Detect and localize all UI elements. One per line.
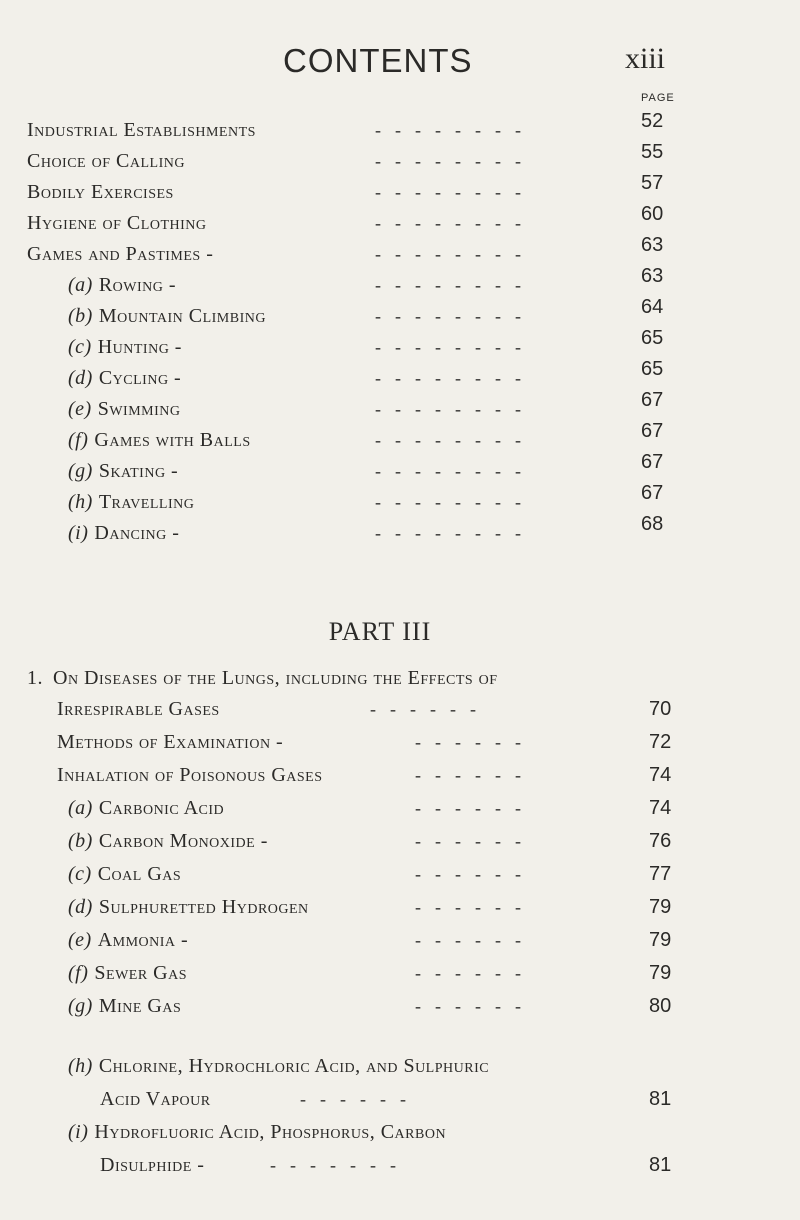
dot-leader: ------ <box>415 930 535 950</box>
toc-entry-i-line2: Disulphide - <box>100 1154 205 1176</box>
entry-title: Games and Pastimes - <box>27 243 214 265</box>
running-title: CONTENTS <box>283 42 473 79</box>
dot-leader: ------ <box>415 798 535 818</box>
dot-leader: ------ <box>415 732 535 752</box>
chapter-title-line1 <box>27 663 498 693</box>
entry-letter: (h) <box>68 1055 93 1077</box>
toc-entry <box>68 859 181 889</box>
entry-page-number: 67 <box>641 389 664 411</box>
toc-entry-h-line2: Acid Vapour <box>100 1088 211 1110</box>
toc-entry <box>27 177 174 207</box>
page-column-label: PAGE <box>641 92 675 104</box>
toc-entry <box>68 892 309 922</box>
toc-entry <box>68 925 188 955</box>
running-head <box>0 42 800 82</box>
entry-page-number: 67 <box>641 451 664 473</box>
entry-title: Sulphuretted Hydrogen <box>98 896 309 918</box>
chapter-title-text: On Diseases of the Lungs, including the Effects of <box>53 667 498 689</box>
entry-title: Sewer Gas <box>94 962 188 984</box>
entry-letter: (i) <box>68 522 89 544</box>
page-folio: xiii <box>625 42 666 75</box>
dot-leader: -------- <box>375 244 535 264</box>
entry-page-number: 52 <box>641 110 664 132</box>
entry-title: Coal Gas <box>97 863 182 885</box>
entry-letter: (f) <box>68 962 89 984</box>
entry-letter: (g) <box>68 460 93 482</box>
entry-page-number: 74 <box>649 764 672 786</box>
entry-letter: (c) <box>68 863 92 885</box>
dot-leader: -------- <box>375 399 535 419</box>
entry-page-number: 79 <box>649 962 672 984</box>
dot-leader: -------- <box>375 151 535 171</box>
toc-entry <box>27 146 185 176</box>
entry-page-number: 70 <box>649 698 672 720</box>
entry-title: Games with Balls <box>94 429 251 451</box>
dot-leader: ------ <box>415 996 535 1016</box>
entry-page-number: 67 <box>641 482 664 504</box>
toc-entry <box>57 727 283 757</box>
entry-page-number: 79 <box>649 896 672 918</box>
dot-leader: -------- <box>375 461 535 481</box>
part-heading: PART III <box>328 617 432 646</box>
toc-entry <box>68 991 181 1021</box>
entry-letter: (f) <box>68 429 89 451</box>
entry-page-number: 55 <box>641 141 664 163</box>
dot-leader: -------- <box>375 492 535 512</box>
entry-title: Rowing - <box>98 274 177 296</box>
entry-title: Dancing - <box>94 522 180 544</box>
entry-page-number: 63 <box>641 234 664 256</box>
toc-entry <box>68 394 180 424</box>
toc-entry-i-line1 <box>68 1117 446 1147</box>
entry-letter: (d) <box>68 896 93 918</box>
entry-title: Bodily Exercises <box>27 181 174 203</box>
entry-title: Travelling <box>98 491 195 513</box>
entry-letter: (a) <box>68 274 93 296</box>
entry-title: Inhalation of Poisonous Gases <box>57 764 323 786</box>
entry-letter: (e) <box>68 929 92 951</box>
dot-leader: -------- <box>375 275 535 295</box>
entry-letter: (b) <box>68 830 93 852</box>
dot-leader: -------- <box>375 213 535 233</box>
toc-entry <box>68 793 224 823</box>
entry-letter: (i) <box>68 1121 89 1143</box>
entry-page-number: 64 <box>641 296 664 318</box>
entry-letter: (e) <box>68 398 92 420</box>
toc-entry <box>57 760 323 790</box>
chapter-number: 1. <box>27 667 43 689</box>
toc-entry-h-line1 <box>68 1051 489 1081</box>
dot-leader: -------- <box>375 523 535 543</box>
entry-title: Cycling - <box>98 367 182 389</box>
entry-page-number: 80 <box>649 995 672 1017</box>
dot-leader: -------- <box>375 306 535 326</box>
entry-page-number: 77 <box>649 863 672 885</box>
dot-leader: -------- <box>375 368 535 388</box>
dot-leader: -------- <box>375 120 535 140</box>
dot-leader: ------ <box>415 897 535 917</box>
entry-letter: (g) <box>68 995 93 1017</box>
entry-title: Swimming <box>97 398 181 420</box>
entry-title: Chlorine, Hydrochloric Acid, and Sulphuric <box>98 1055 490 1077</box>
dot-leader: ------ <box>300 1089 420 1109</box>
toc-entry <box>27 115 256 145</box>
entry-page-number: 81 <box>649 1154 672 1176</box>
entry-title: Methods of Examination - <box>57 731 284 753</box>
entry-title: Mine Gas <box>98 995 182 1017</box>
dot-leader: ------ <box>370 699 490 719</box>
entry-title: Hygiene of Clothing <box>27 212 207 234</box>
entry-page-number: 68 <box>641 513 664 535</box>
toc-entry <box>68 456 178 486</box>
toc-entry <box>68 518 179 548</box>
entry-page-number: 65 <box>641 327 664 349</box>
dot-leader: ------- <box>270 1155 410 1175</box>
dot-leader: -------- <box>375 182 535 202</box>
toc-entry <box>68 425 251 455</box>
toc-entry <box>68 826 268 856</box>
chapter-title-line2: Irrespirable Gases <box>57 698 220 720</box>
entry-page-number: 72 <box>649 731 672 753</box>
dot-leader: -------- <box>375 337 535 357</box>
entry-title: Choice of Calling <box>27 150 185 172</box>
entry-page-number: 81 <box>649 1088 672 1110</box>
entry-title: Hunting - <box>97 336 182 358</box>
entry-title: Hydrofluoric Acid, Phosphorus, Carbon <box>94 1121 447 1143</box>
toc-entry <box>27 239 213 269</box>
entry-page-number: 67 <box>641 420 664 442</box>
entry-page-number: 79 <box>649 929 672 951</box>
entry-title: Ammonia - <box>97 929 189 951</box>
toc-entry <box>68 301 266 331</box>
entry-letter: (c) <box>68 336 92 358</box>
toc-entry <box>27 208 206 238</box>
toc-entry <box>68 332 182 362</box>
toc-entry <box>68 270 176 300</box>
entry-title: Skating - <box>98 460 179 482</box>
toc-entry <box>68 363 181 393</box>
entry-page-number: 74 <box>649 797 672 819</box>
entry-page-number: 76 <box>649 830 672 852</box>
entry-letter: (h) <box>68 491 93 513</box>
entry-page-number: 60 <box>641 203 664 225</box>
entry-page-number: 57 <box>641 172 664 194</box>
entry-title: Carbon Monoxide - <box>98 830 268 852</box>
entry-letter: (d) <box>68 367 93 389</box>
toc-entry <box>68 958 187 988</box>
dot-leader: ------ <box>415 963 535 983</box>
dot-leader: ------ <box>415 765 535 785</box>
entry-title: Industrial Establishments <box>27 119 256 141</box>
entry-letter: (b) <box>68 305 93 327</box>
entry-title: Carbonic Acid <box>98 797 225 819</box>
dot-leader: ------ <box>415 831 535 851</box>
dot-leader: -------- <box>375 430 535 450</box>
dot-leader: ------ <box>415 864 535 884</box>
toc-entry <box>68 487 194 517</box>
entry-page-number: 65 <box>641 358 664 380</box>
entry-letter: (a) <box>68 797 93 819</box>
entry-page-number: 63 <box>641 265 664 287</box>
entry-title: Mountain Climbing <box>98 305 266 327</box>
